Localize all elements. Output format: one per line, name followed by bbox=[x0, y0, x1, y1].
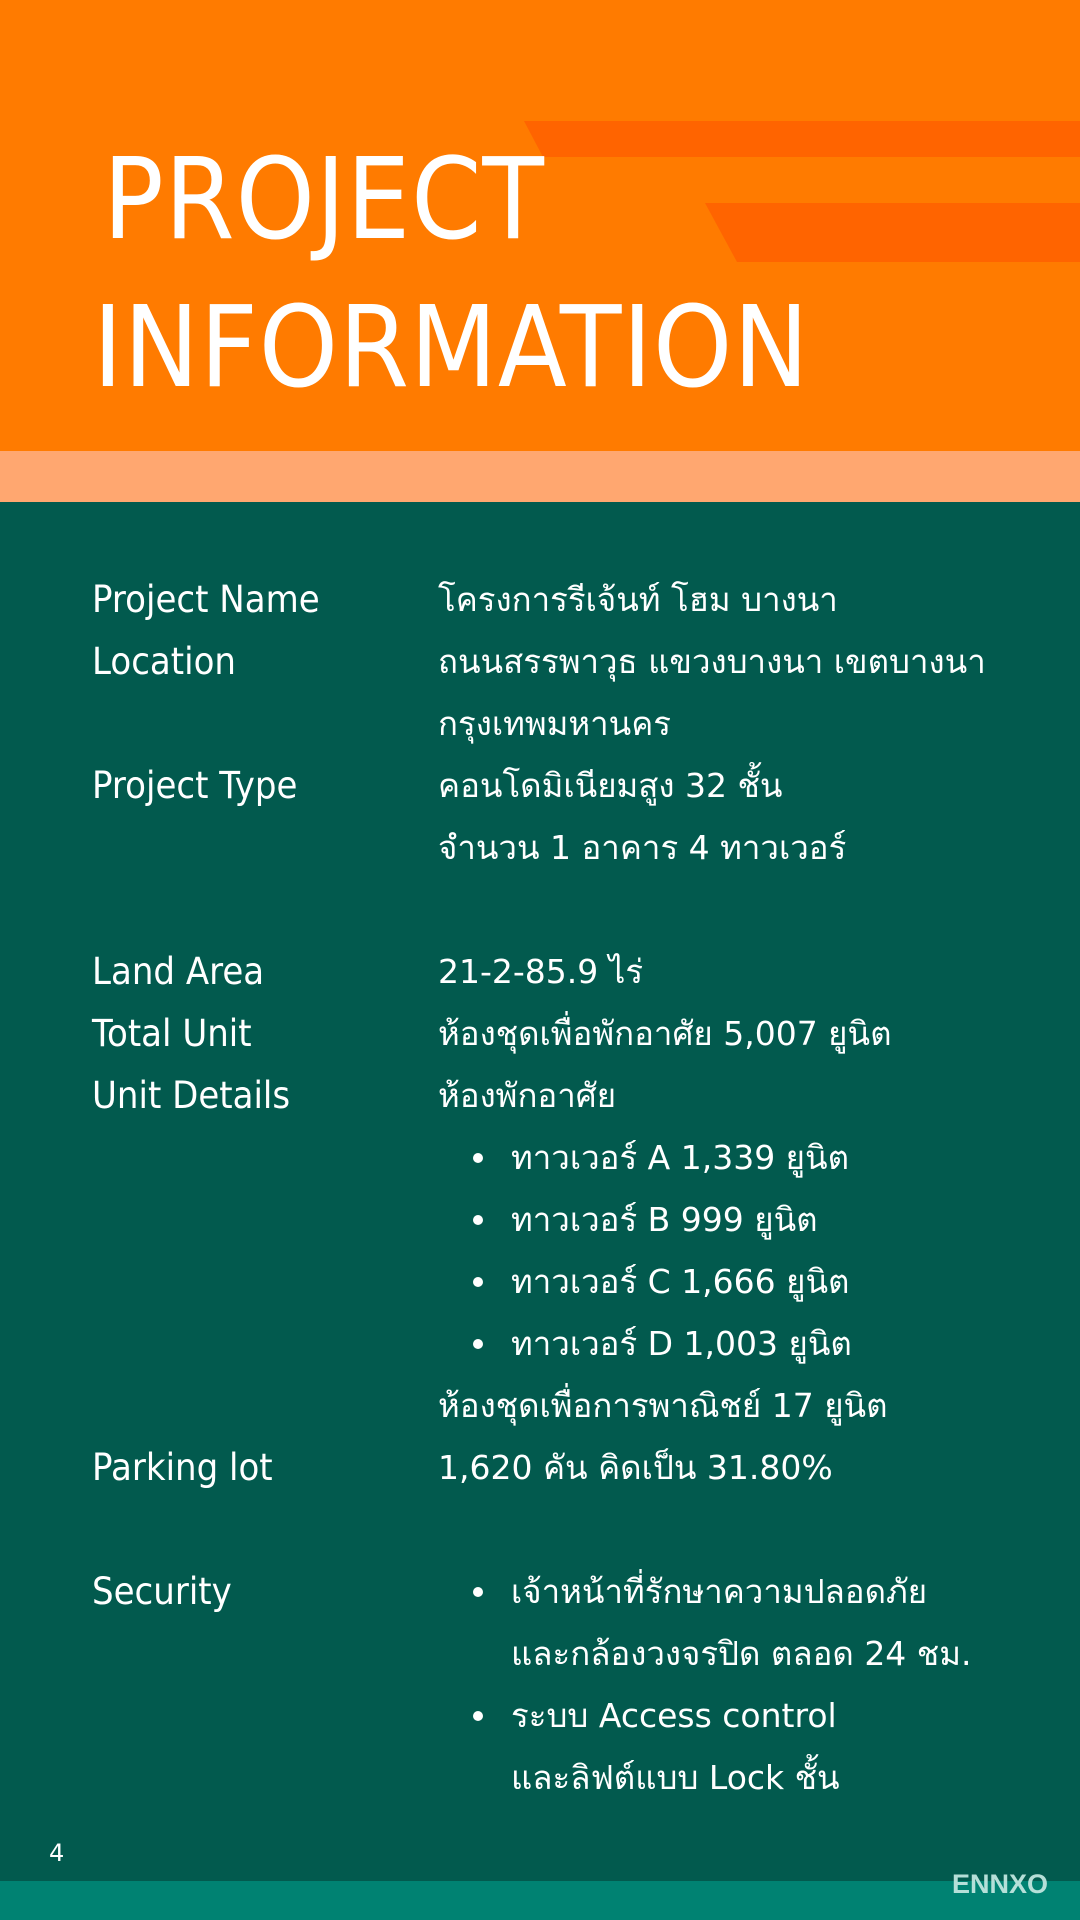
value-land-area: 21-2-85.9 ไร่ bbox=[438, 952, 644, 991]
value-commercial-units: ห้องชุดเพื่อการพาณิชย์ 17 ยูนิต bbox=[438, 1386, 888, 1425]
label-land-area: Land Area bbox=[92, 950, 265, 993]
list-item-tower-b bbox=[0, 1189, 1080, 1251]
row-location bbox=[0, 631, 1080, 693]
page-number: 4 bbox=[49, 1839, 65, 1867]
value-security-item1-line1: เจ้าหน้าที่รักษาความปลอดภัย bbox=[511, 1572, 928, 1611]
label-total-unit: Total Unit bbox=[92, 1012, 252, 1055]
row-security-cont1 bbox=[0, 1623, 1080, 1685]
row-project-type bbox=[0, 755, 1080, 817]
label-unit-details: Unit Details bbox=[92, 1074, 291, 1117]
decorative-stripe-top bbox=[524, 121, 1080, 157]
page-title-line2: INFORMATION bbox=[93, 283, 810, 413]
row-unit-details bbox=[0, 1065, 1080, 1127]
row-security bbox=[0, 1561, 1080, 1623]
header-banner bbox=[0, 0, 1080, 451]
bullet-icon bbox=[473, 1339, 483, 1349]
value-project-type-line1: คอนโดมิเนียมสูง 32 ชั้น bbox=[438, 766, 783, 805]
value-total-unit: ห้องชุดเพื่อพักอาศัย 5,007 ยูนิต bbox=[438, 1014, 892, 1053]
row-project-type-cont bbox=[0, 817, 1080, 879]
value-tower-b: ทาวเวอร์ B 999 ยูนิต bbox=[511, 1200, 818, 1239]
label-location: Location bbox=[92, 640, 236, 683]
row-land-area bbox=[0, 941, 1080, 1003]
page-title-line1: PROJECT bbox=[103, 135, 545, 265]
value-unit-details-heading: ห้องพักอาศัย bbox=[438, 1076, 617, 1115]
bullet-icon bbox=[473, 1215, 483, 1225]
decorative-stripe-bottom bbox=[705, 203, 1080, 262]
value-security-item2-line1: ระบบ Access control bbox=[511, 1696, 837, 1735]
value-tower-d: ทาวเวอร์ D 1,003 ยูนิต bbox=[511, 1324, 852, 1363]
row-project-name bbox=[0, 569, 1080, 631]
label-parking: Parking lot bbox=[92, 1446, 273, 1489]
list-item-tower-d bbox=[0, 1313, 1080, 1375]
value-project-name: โครงการรีเจ้นท์ โฮม บางนา bbox=[438, 580, 838, 619]
label-project-name: Project Name bbox=[92, 578, 320, 621]
value-tower-c: ทาวเวอร์ C 1,666 ยูนิต bbox=[511, 1262, 850, 1301]
row-commercial-units bbox=[0, 1375, 1080, 1437]
brand-watermark: ENNXO bbox=[952, 1869, 1049, 1899]
label-security: Security bbox=[92, 1570, 232, 1613]
row-parking bbox=[0, 1437, 1080, 1499]
list-item-security-2 bbox=[0, 1685, 1080, 1747]
row-location-cont bbox=[0, 693, 1080, 755]
label-project-type: Project Type bbox=[92, 764, 298, 807]
list-item-tower-a bbox=[0, 1127, 1080, 1189]
row-total-unit bbox=[0, 1003, 1080, 1065]
bullet-icon bbox=[473, 1711, 483, 1721]
value-parking: 1,620 คัน คิดเป็น 31.80% bbox=[438, 1448, 833, 1487]
row-security-cont2 bbox=[0, 1747, 1080, 1809]
value-security-item1-line2: และกล้องวงจรปิด ตลอด 24 ชม. bbox=[511, 1634, 972, 1673]
value-location-line1: ถนนสรรพาวุธ แขวงบางนา เขตบางนา bbox=[438, 642, 986, 681]
value-project-type-line2: จำนวน 1 อาคาร 4 ทาวเวอร์ bbox=[438, 828, 847, 867]
bullet-icon bbox=[473, 1277, 483, 1287]
value-security-item2-line2: และลิฟต์แบบ Lock ชั้น bbox=[511, 1758, 840, 1797]
bullet-icon bbox=[473, 1587, 483, 1597]
bullet-icon bbox=[473, 1153, 483, 1163]
accent-band bbox=[0, 451, 1080, 502]
list-item-tower-c bbox=[0, 1251, 1080, 1313]
value-location-line2: กรุงเทพมหานคร bbox=[438, 704, 671, 743]
value-tower-a: ทาวเวอร์ A 1,339 ยูนิต bbox=[511, 1138, 850, 1177]
footer-bar bbox=[0, 1881, 1080, 1920]
